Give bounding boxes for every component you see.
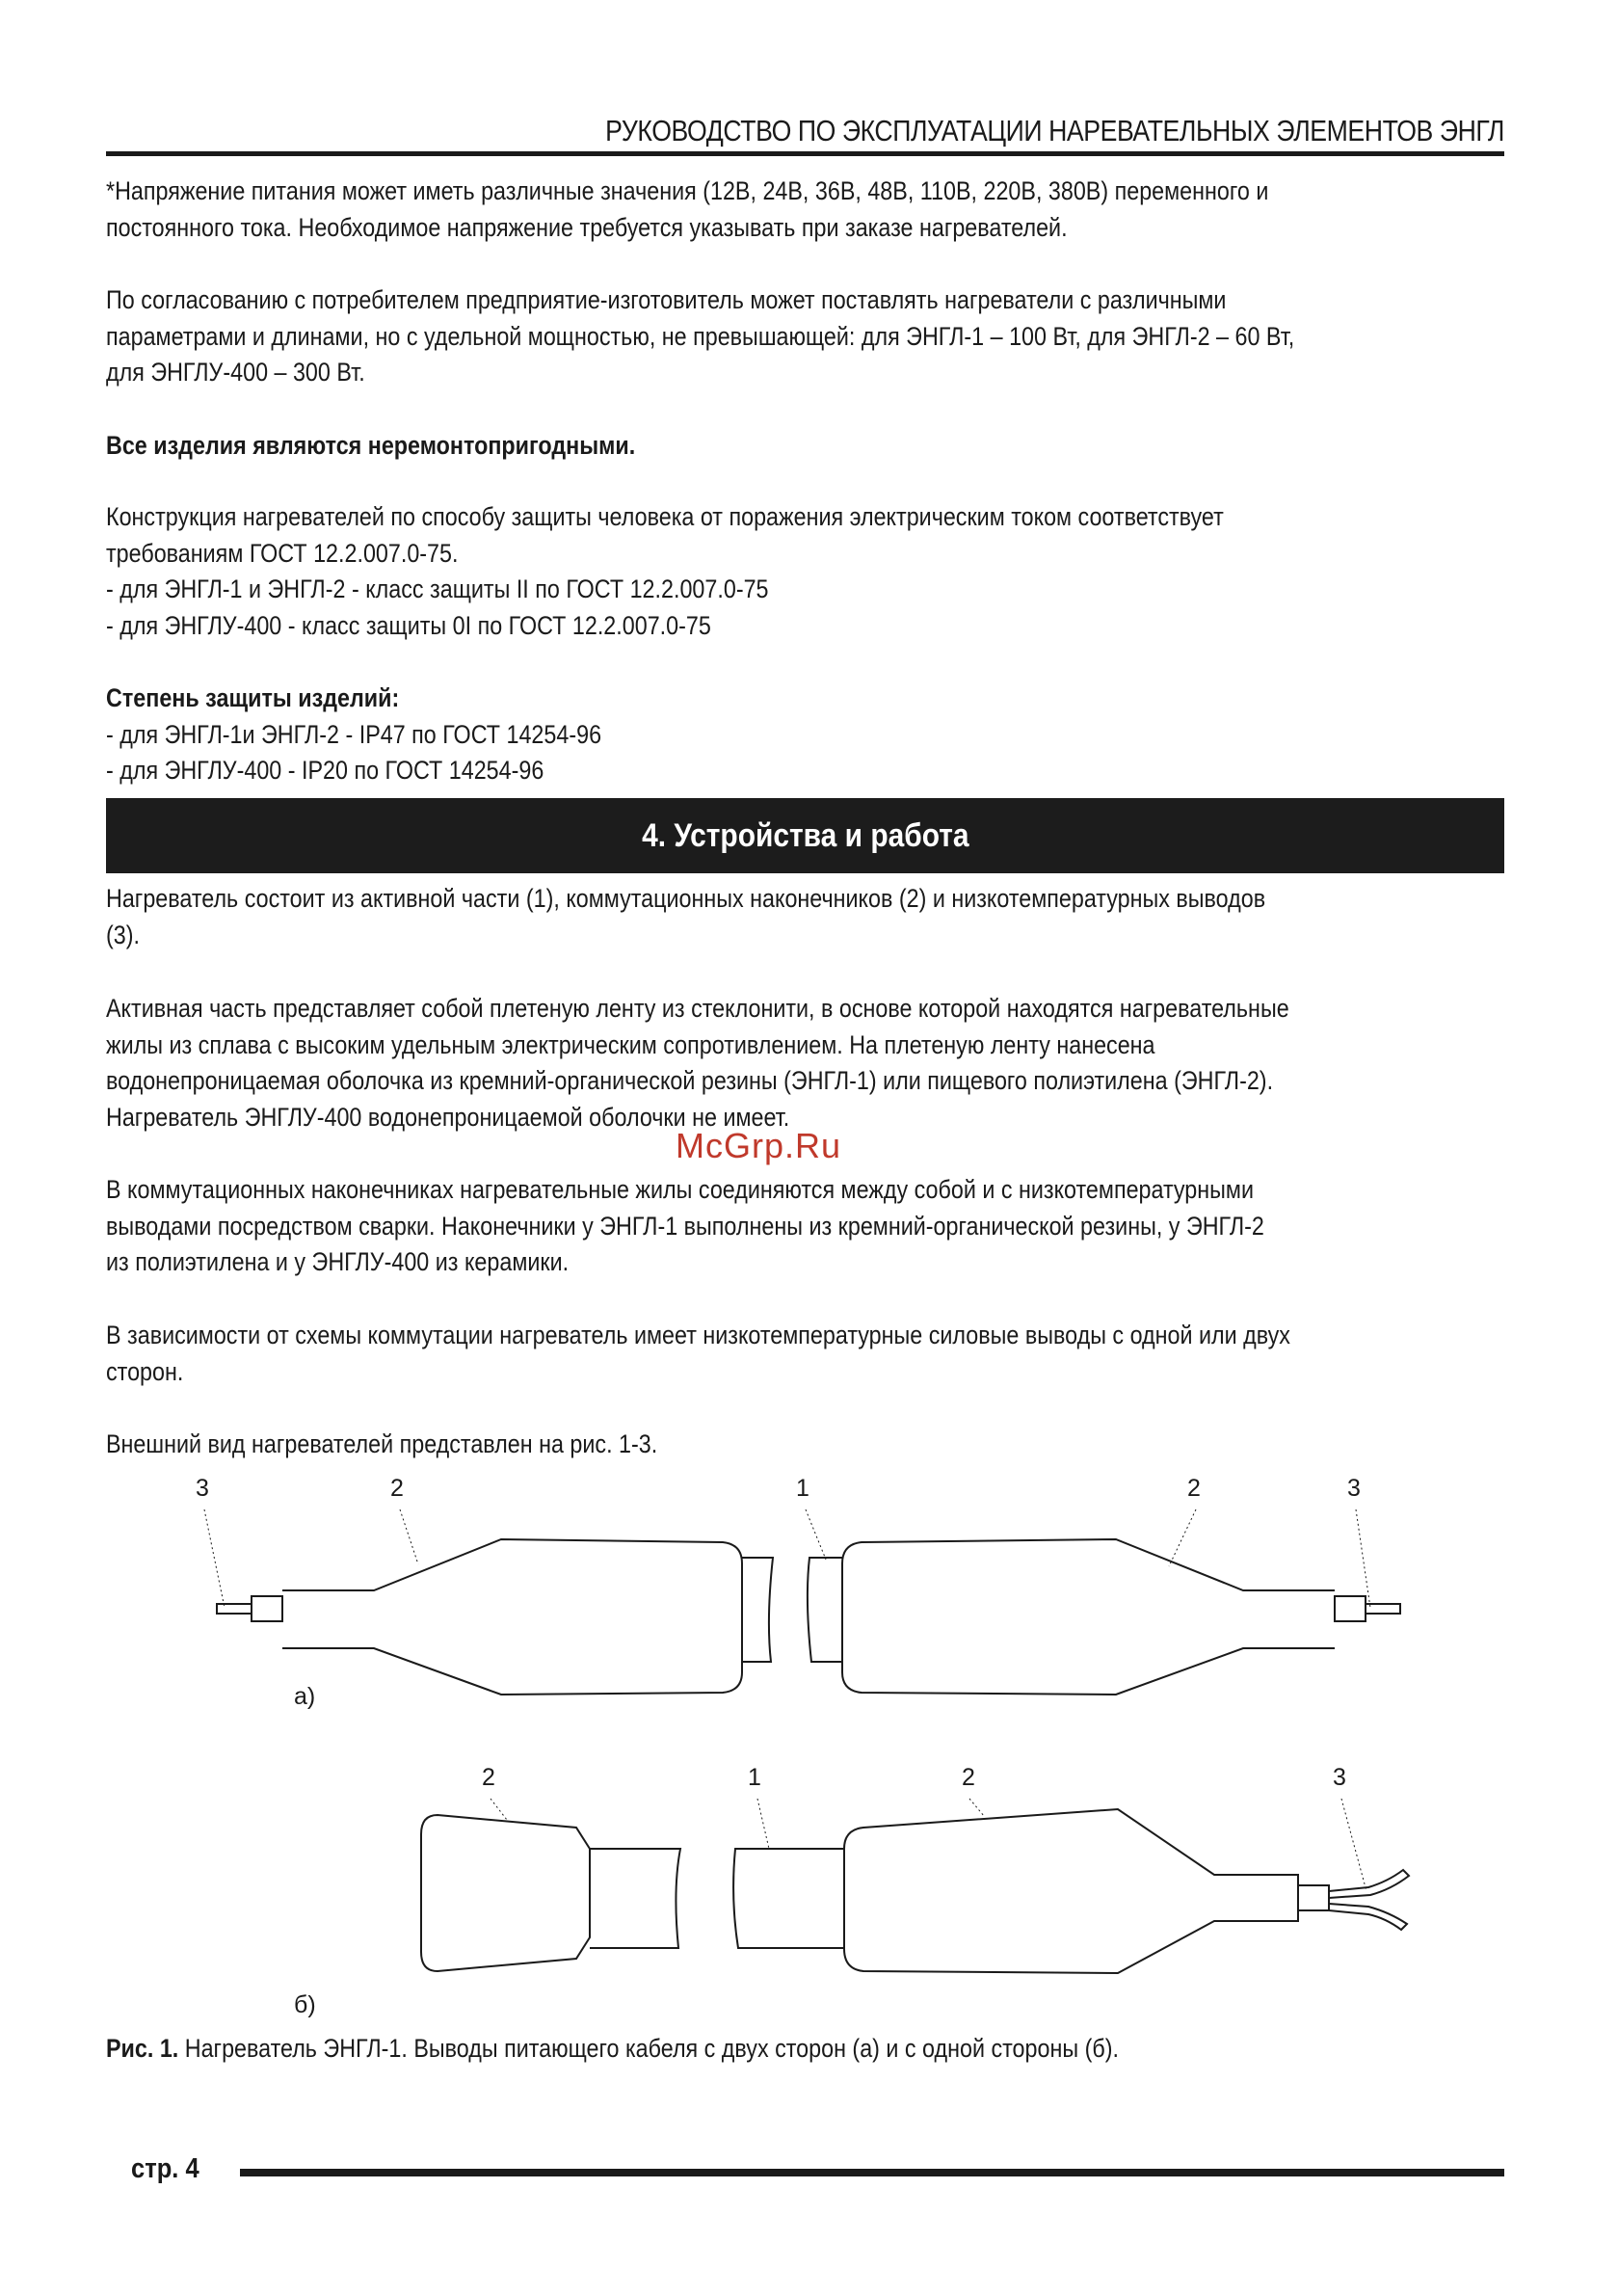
figure-a-drawing	[217, 1539, 1400, 1695]
text-line: параметрами и длинами, но с удельной мощностью, не превышающей: для ЭНГЛ-1 – 100 Вт, для ЭНГЛ-2 – 60 Вт,	[106, 321, 1295, 351]
text-line: В зависимости от схемы коммутации нагреватель имеет низкотемпературные силовые выводы с одной или двух	[106, 1321, 1290, 1349]
text-line: - для ЭНГЛУ-400 - IP20 по ГОСТ 14254-96	[106, 756, 544, 785]
leader-line	[1341, 1799, 1366, 1891]
leader-line	[400, 1509, 418, 1564]
header-title: РУКОВОДСТВО ПО ЭКСПЛУАТАЦИИ НАРЕВАТЕЛЬНЫХ ЭЛЕМЕНТОВ ЭНГЛ	[605, 114, 1504, 147]
figure-caption	[106, 2034, 1119, 2064]
figure-b-drawing	[421, 1809, 1409, 1973]
terminal-left	[282, 1539, 742, 1695]
cable-sleeve-right	[1335, 1596, 1366, 1621]
ribbon-left	[590, 1849, 680, 1948]
leader-line	[1356, 1509, 1370, 1608]
leader-line	[806, 1509, 826, 1560]
text-line: выводами посредством сварки. Наконечники у ЭНГЛ-1 выполнены из кремний-органической резины, у ЭНГЛ-2	[106, 1211, 1264, 1241]
text-line: Нагреватель состоит из активной части (1), коммутационных наконечников (2) и низкотемпературных выводов	[106, 884, 1266, 913]
callout-label: 3	[1347, 1475, 1361, 1502]
figure-a-leaders	[204, 1509, 1370, 1608]
callout-label: 3	[196, 1475, 209, 1502]
subheading: Степень защиты изделий:	[106, 683, 400, 712]
callout-label: 2	[962, 1764, 975, 1791]
leader-line	[1169, 1509, 1196, 1566]
leader-line	[204, 1509, 225, 1608]
figure-caption-prefix: Рис. 1.	[106, 2034, 179, 2063]
callout-label: 2	[390, 1475, 404, 1502]
section-title: 4. Устройства и работа	[641, 816, 969, 854]
text-line: сторон.	[106, 1356, 184, 1386]
text-line: для ЭНГЛУ-400 – 300 Вт.	[106, 358, 365, 387]
text-line: постоянного тока. Необходимое напряжение требуется указывать при заказе нагревателей.	[106, 212, 1068, 242]
leader-line	[757, 1799, 769, 1849]
figure-b-labels	[294, 1764, 1346, 2018]
text-line: жилы из сплава с высоким удельным электрическим сопротивлением. На плетеную ленту нанесена	[106, 1029, 1155, 1059]
text-line: (3).	[106, 920, 140, 949]
text-line: требованиям ГОСТ 12.2.007.0-75.	[106, 538, 459, 568]
figure-a-labels	[196, 1475, 1361, 1710]
text-line: - для ЭНГЛ-1и ЭНГЛ-2 - IP47 по ГОСТ 14254-96	[106, 719, 602, 749]
terminal-cap	[421, 1815, 590, 1971]
lead-wire-upper	[1329, 1870, 1409, 1898]
callout-label: 2	[482, 1764, 495, 1791]
leader-line	[969, 1799, 984, 1816]
figure-a-caption: а)	[294, 1683, 316, 1710]
text-line: Внешний вид нагревателей представлен на рис. 1-3.	[106, 1429, 658, 1458]
text-line: из полиэтилена и у ЭНГЛУ-400 из керамики.	[106, 1247, 570, 1276]
ribbon-right	[733, 1849, 844, 1948]
lead-wire-right	[1366, 1604, 1400, 1614]
figure-b-leaders	[491, 1799, 1366, 1891]
leader-line	[491, 1799, 507, 1820]
text-line: - для ЭНГЛ-1 и ЭНГЛ-2 - класс защиты II по ГОСТ 12.2.007.0-75	[106, 574, 769, 603]
ribbon-left-stub	[742, 1558, 773, 1662]
watermark: McGrp.Ru	[676, 1126, 842, 1165]
callout-label: 1	[796, 1475, 809, 1502]
text-line: Конструкция нагревателей по способу защиты человека от поражения электрическим током соответствует	[106, 502, 1224, 531]
text-line: По согласованию с потребителем предприятие-изготовитель может поставлять нагреватели с различными	[106, 285, 1227, 314]
terminal-right-b	[844, 1809, 1298, 1973]
footer-rule	[240, 2169, 1504, 2176]
callout-label: 3	[1333, 1764, 1346, 1791]
text-line: Все изделия являются неремонтопригодными.	[106, 431, 636, 460]
text-line: - для ЭНГЛУ-400 - класс защиты 0I по ГОСТ 12.2.007.0-75	[106, 610, 711, 640]
text-line: Нагреватель ЭНГЛУ-400 водонепроницаемой оболочки не имеет.	[106, 1102, 790, 1132]
cable-sleeve-b	[1298, 1885, 1329, 1910]
text-line: водонепроницаемая оболочка из кремний-органической резины (ЭНГЛ-1) или пищевого полиэтилена (ЭНГЛ-2).	[106, 1066, 1274, 1095]
figure-b-caption: б)	[294, 1991, 316, 2018]
lead-wire-lower	[1329, 1904, 1407, 1930]
ribbon-right-stub	[808, 1558, 842, 1662]
cable-sleeve-left	[252, 1596, 282, 1621]
text-line: В коммутационных наконечниках нагревательные жилы соединяются между собой и с низкотемпературными	[106, 1175, 1254, 1204]
callout-label: 2	[1187, 1475, 1201, 1502]
lead-wire-left	[217, 1604, 252, 1614]
callout-label: 1	[748, 1764, 761, 1791]
page-number: стр. 4	[131, 2153, 199, 2184]
figure-caption-text: Нагреватель ЭНГЛ-1. Выводы питающего кабеля с двух сторон (а) и с одной стороны (б).	[178, 2034, 1119, 2063]
terminal-right	[842, 1539, 1335, 1695]
text-line: *Напряжение питания может иметь различные значения (12В, 24В, 36В, 48В, 110В, 220В, 380В) переменного и	[106, 176, 1269, 205]
text-line: Активная часть представляет собой плетеную ленту из стеклонити, в основе которой находятся нагревательные	[106, 994, 1289, 1023]
